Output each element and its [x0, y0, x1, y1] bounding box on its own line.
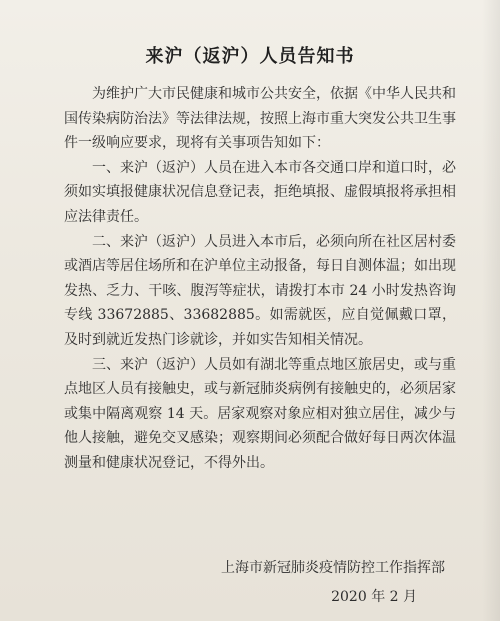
- document-title: 来沪（返沪）人员告知书: [145, 46, 355, 67]
- signature-organization: 上海市新冠肺炎疫情防控工作指挥部: [221, 560, 445, 576]
- document-body: [64, 82, 456, 476]
- clause-one-paragraph: 一、来沪（返沪）人员在进入本市各交通口岸和道口时，必须如实填报健康状况信息登记表，拒绝填报、虚假填报将承担相应法律责任。: [64, 159, 456, 225]
- intro-paragraph: 为维护广大市民健康和城市公共安全，依据《中华人民共和国传染病防治法》等法律法规，按照上海市重大突发公共卫生事件一级响应要求，现将有关事项告知如下：: [64, 86, 456, 152]
- paper-shadow: [482, 0, 500, 621]
- clause-three-paragraph: 三、来沪（返沪）人员如有湖北等重点地区旅居史，或与重点地区人员有接触史，或与新冠肺炎病例有接触史的，必须居家或集中隔离观察 14 天。居家观察对象应相对独立居住，减少与他人接触，避免交叉感染；观察期间必须配合做好每日两次体温测量和健康状况登记，不得外出。: [64, 356, 456, 471]
- clause-two-paragraph: 二、来沪（返沪）人员进入本市后，必须向所在社区居村委或酒店等居住场所和在沪单位主动报备，每日自测体温；如出现发热、乏力、干咳、腹泻等症状，请拨打本市 24 小时发热咨询专线 33672885、33682885。如需就医，应自觉佩戴口罩，及时到就近发热门诊就诊，并如实告知相关情况。: [64, 233, 456, 348]
- signature-date: 2020 年 2 月: [331, 589, 417, 605]
